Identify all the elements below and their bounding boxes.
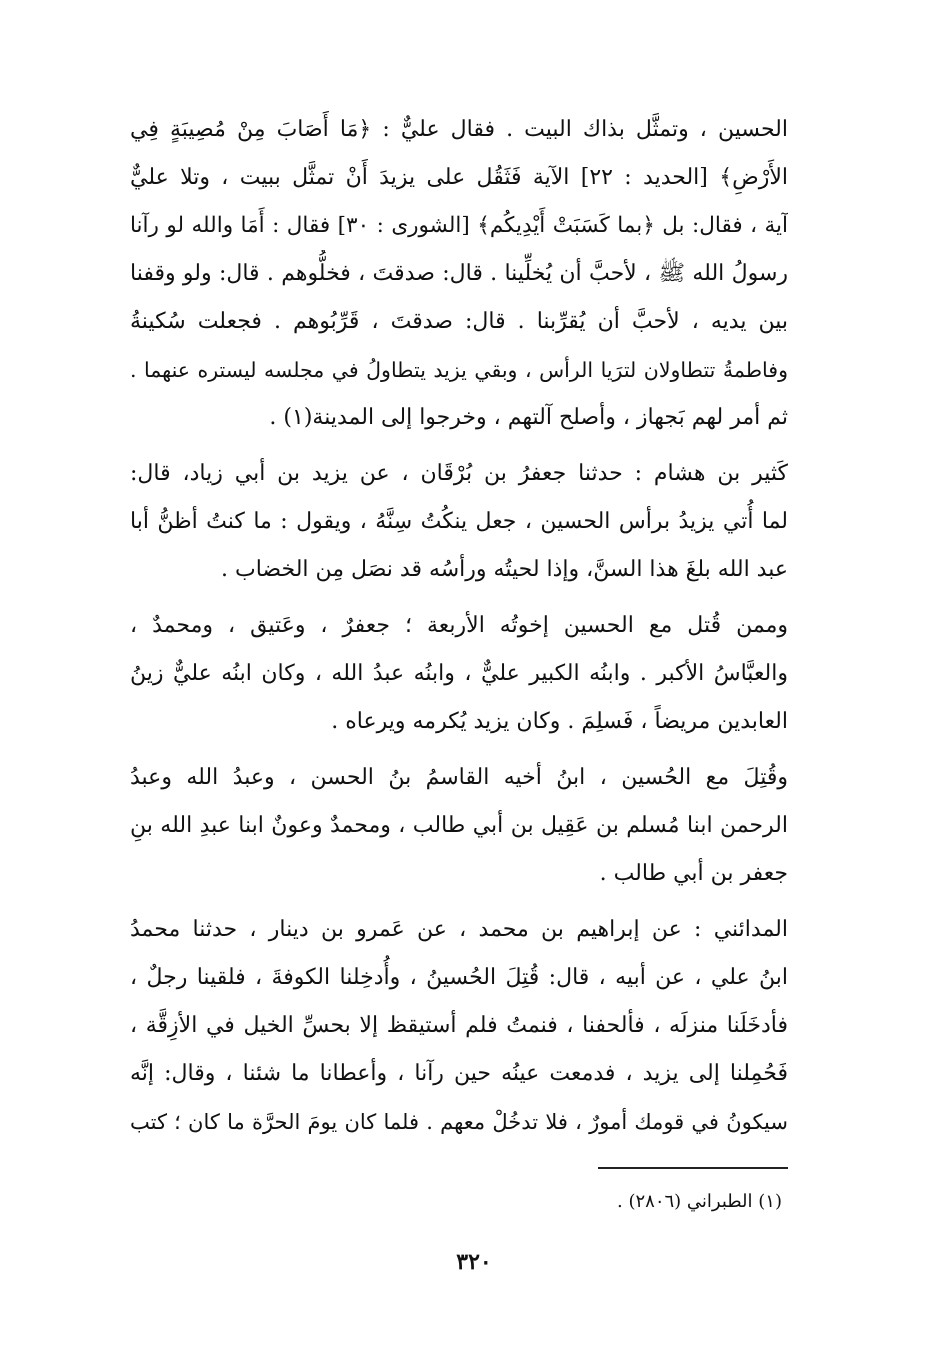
paragraph-4 xyxy=(130,754,788,898)
text-line: المدائني : عن إبراهيم بن محمد ، عن عَمرو بن دينار ، حدثنا محمدُ xyxy=(130,917,788,942)
text-line: العابدين مريضاً ، فَسلِمَ . وكان يزيد يُكرمه ويرعاه . xyxy=(331,709,788,734)
text-line: آية ، فقال: بل ﴿بما كَسَبَتْ أَيْدِيكُم﴾ [الشورى : ٣٠] فقال : أَمَا والله لو رآنا xyxy=(130,213,788,238)
text-line: سيكونُ في قومك أمورٌ ، فلا تدخُلْ معهم . فلما كان يومَ الحرَّة ما كان ؛ كتب xyxy=(130,1110,788,1134)
footnote-divider xyxy=(598,1167,788,1169)
text-line: فأدخَلَنا منزلَه ، فألحفنا ، فنمتُ فلم أستيقظ إلا بحسِّ الخيل في الأزِقَّة ، xyxy=(130,1013,788,1038)
text-line: جعفر بن أبي طالب . xyxy=(599,861,788,886)
text-line: الرحمن ابنا مُسلم بن عَقِيل بن أبي طالب ، ومحمدٌ وعونٌ ابنا عبدِ الله بنِ xyxy=(130,813,788,838)
text-line: عبد الله بلغَ هذا السنَّ، وإذا لحيتُه ورأسُه قد نصَل مِن الخضاب . xyxy=(221,557,788,582)
text-line: الأَرْضِ﴾ [الحديد : ٢٢] الآية فَثَقُل على يزيدَ أَنْ تمثَّل ببيت ، وتلا عليٌّ xyxy=(130,165,788,190)
text-line: رسولُ الله ﷺ ، لأحبَّ أن يُخلِّينا . قال: صدقتَ ، فخلُّوهم . قال: ولو وقفنا xyxy=(130,261,788,286)
text-line: بين يديه ، لأحبَّ أن يُقرِّبنا . قال: صدقتَ ، قَرِّبُوهم . فجعلت سُكينةُ xyxy=(130,309,788,334)
text-line: وفاطمةُ تتطاولان لترَيا الرأس ، وبقي يزيد يتطاولُ في مجلسه ليستره عنهما . xyxy=(130,358,788,382)
text-line: ثم أمر لهم بَجهاز ، وأصلح آلتهم ، وخرجوا إلى المدينة(١) . xyxy=(269,405,788,430)
text-line: فَحُمِلنا إلى يزيد ، فدمعت عينُه حين رآنا ، وأعطانا ما شئنا ، وقال: إنَّه xyxy=(130,1061,788,1086)
text-line: الحسين ، وتمثَّل بذاك البيت . فقال عليٌّ : ﴿مَا أَصَابَ مِنْ مُصِيبَةٍ فِي xyxy=(130,117,788,142)
text-line: لما أُتي يزيدُ برأس الحسين ، جعل ينكُتُ سِنَّهُ ، ويقول : ما كنتُ أظنُّ أبا xyxy=(130,509,788,534)
body-text xyxy=(130,106,788,1146)
paragraph-3 xyxy=(130,602,788,746)
text-line: والعبَّاسُ الأكبر . وابنُه الكبير عليٌّ ، وابنُه عبدُ الله ، وكان ابنُه عليٌّ زينُ xyxy=(130,661,788,686)
page-number: ٣٢٠ xyxy=(456,1249,492,1275)
paragraph-1 xyxy=(130,106,788,442)
paragraph-5 xyxy=(130,906,788,1146)
text-line: ابنُ علي ، عن أبيه ، قال: قُتِلَ الحُسينُ ، وأُدخِلنا الكوفةَ ، فلقينا رجلٌ ، xyxy=(130,965,788,990)
footnote: (١) الطبراني (٢٨٠٦) . xyxy=(617,1191,782,1212)
text-line: وقُتِلَ مع الحُسين ، ابنُ أخيه القاسمُ بنُ الحسن ، وعبدُ الله وعبدُ xyxy=(130,765,788,790)
paragraph-2 xyxy=(130,450,788,594)
text-line: كَثير بن هشام : حدثنا جعفرُ بن بُرْقَان ، عن يزيد بن أبي زياد، قال: xyxy=(130,461,788,486)
text-line: وممن قُتل مع الحسين إخوتُه الأربعة ؛ جعفرٌ ، وعَتيق ، ومحمدٌ ، xyxy=(130,613,788,638)
